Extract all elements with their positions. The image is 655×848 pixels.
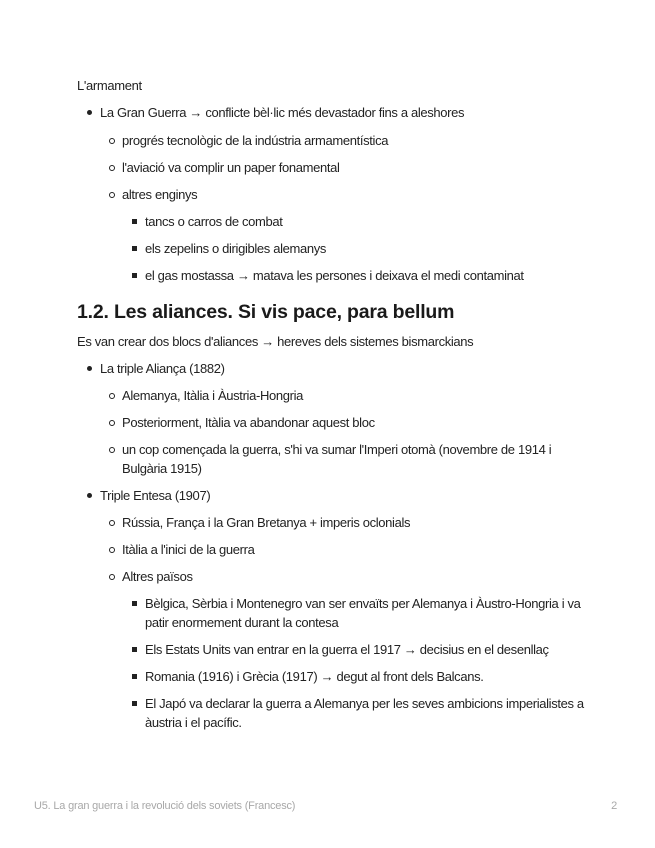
circle-bullet-icon (109, 420, 115, 426)
footer-title: U5. La gran guerra i la revolució dels soviets (Francesc) (34, 800, 296, 812)
square-bullet-icon (132, 601, 137, 606)
list-item-text: Els Estats Units van entrar en la guerra el 1917 → decisius en el desenllaç (145, 642, 549, 657)
page-footer (34, 800, 617, 812)
square-bullet-icon (132, 246, 137, 251)
list-item (77, 540, 597, 559)
list-item (77, 239, 597, 258)
list-item-text: un cop començada la guerra, s'hi va sumar l'Imperi otomà (novembre de 1914 i Bulgària 1915) (122, 442, 552, 476)
square-bullet-icon (132, 273, 137, 278)
list-item-text: tancs o carros de combat (145, 214, 283, 229)
list-item-text: els zepelins o dirigibles alemanys (145, 241, 327, 256)
list-item-text: altres enginys (122, 187, 198, 202)
alliances-list (77, 359, 597, 732)
list-item-text: Itàlia a l'inici de la guerra (122, 542, 255, 557)
list-item-text: el gas mostassa → matava les persones i deixava el medi contaminat (145, 268, 524, 283)
section-heading: 1.2. Les aliances. Si vis pace, para bellum (77, 301, 455, 323)
list-item (77, 513, 597, 532)
list-item-text: La Gran Guerra → conflicte bèl·lic més devastador fins a aleshores (100, 105, 465, 120)
list-item-text: Altres països (122, 569, 193, 584)
list-item-text: Bèlgica, Sèrbia i Montenegro van ser envaïts per Alemanya i Àustro-Hongria i va patir enormement durant la contesa (145, 596, 581, 630)
list-item-text: progrés tecnològic de la indústria armamentística (122, 133, 389, 148)
list-item (77, 413, 597, 432)
list-item (77, 694, 597, 732)
circle-bullet-icon (109, 574, 115, 580)
list-item-text: La triple Aliança (1882) (100, 361, 225, 376)
list-item (77, 131, 597, 150)
disc-bullet-icon (87, 366, 92, 371)
list-item (77, 185, 597, 204)
list-item (77, 386, 597, 405)
circle-bullet-icon (109, 192, 115, 198)
list-item-text: Triple Entesa (1907) (100, 488, 211, 503)
list-item-text: l'aviació va complir un paper fonamental (122, 160, 340, 175)
list-item (77, 266, 597, 285)
list-item (77, 359, 597, 378)
list-item (77, 667, 597, 686)
list-item (77, 158, 597, 177)
list-item-text: Posteriorment, Itàlia va abandonar aquest bloc (122, 415, 375, 430)
square-bullet-icon (132, 701, 137, 706)
list-item (77, 594, 597, 632)
square-bullet-icon (132, 647, 137, 652)
list-item-text: Rússia, França i la Gran Bretanya + imperis oclonials (122, 515, 411, 530)
armament-list (77, 103, 597, 285)
list-item (77, 440, 597, 478)
list-item-text: El Japó va declarar la guerra a Alemanya per les seves ambicions imperialistes a àustria i el pacífic. (145, 696, 584, 730)
disc-bullet-icon (87, 110, 92, 115)
circle-bullet-icon (109, 165, 115, 171)
disc-bullet-icon (87, 493, 92, 498)
circle-bullet-icon (109, 547, 115, 553)
list-item (77, 486, 597, 505)
list-item (77, 212, 597, 231)
page-content (77, 76, 597, 732)
list-item-text: Alemanya, Itàlia i Àustria-Hongria (122, 388, 304, 403)
circle-bullet-icon (109, 520, 115, 526)
list-item (77, 640, 597, 659)
page-number: 2 (611, 800, 617, 812)
list-item-text: Romania (1916) i Grècia (1917) → degut al front dels Balcans. (145, 669, 484, 684)
circle-bullet-icon (109, 447, 115, 453)
square-bullet-icon (132, 219, 137, 224)
alliances-intro: Es van crear dos blocs d'aliances → hereves dels sistemes bismarckians (77, 334, 474, 349)
circle-bullet-icon (109, 138, 115, 144)
square-bullet-icon (132, 674, 137, 679)
list-item (77, 567, 597, 586)
section-intro: L'armament (77, 78, 142, 93)
list-item (77, 103, 597, 122)
circle-bullet-icon (109, 393, 115, 399)
